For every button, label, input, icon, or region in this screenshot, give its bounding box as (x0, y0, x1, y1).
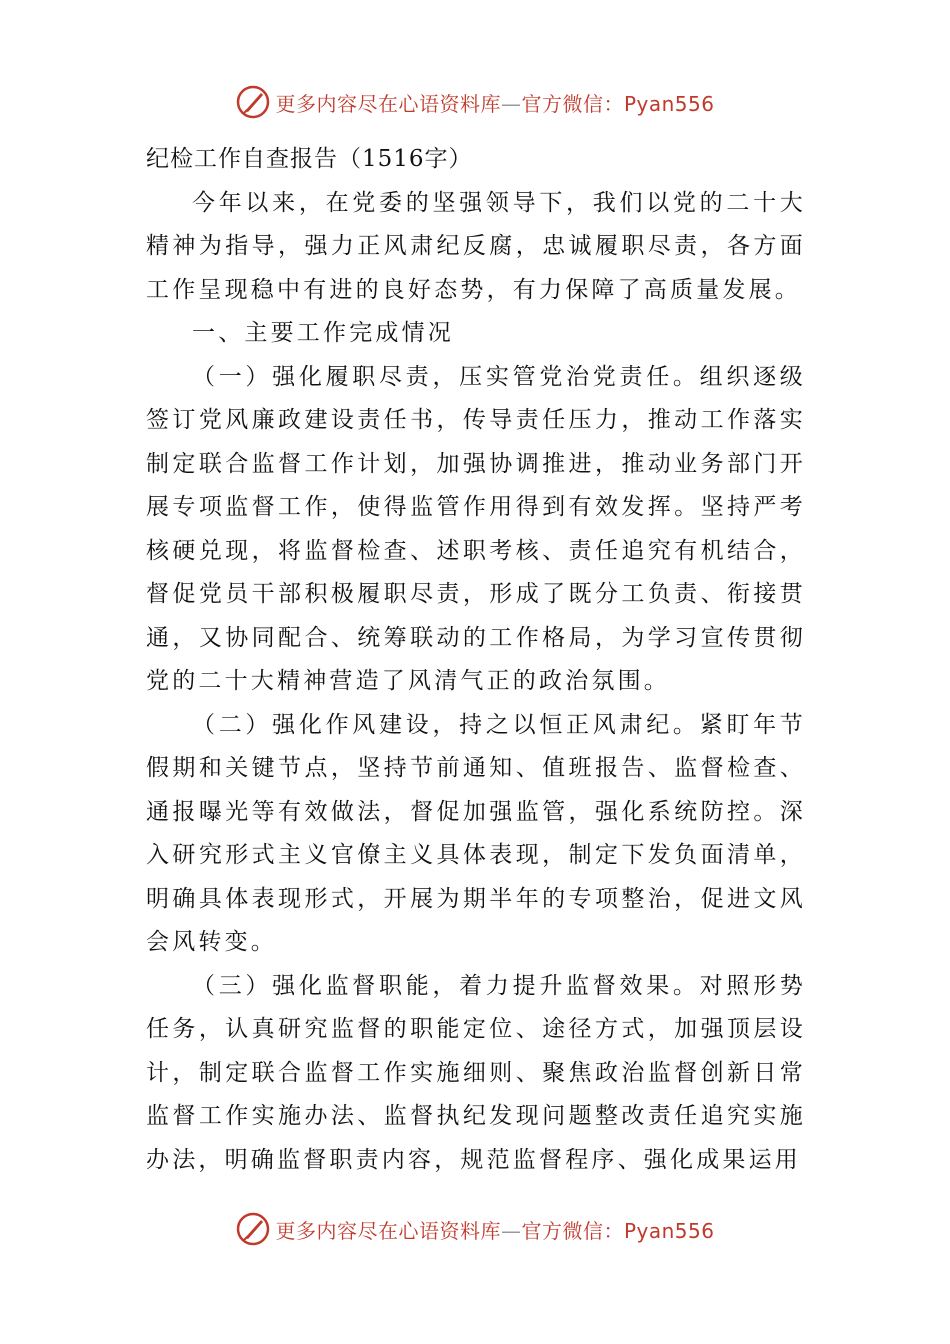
banner-main-text: 更多内容尽在心语资料库 (275, 91, 501, 116)
intro-paragraph: 今年以来，在党委的坚强领导下，我们以党的二十大精神为指导，强力正风肃纪反腐，忠诚履职尽责，各方面工作呈现稳中有进的良好态势，有力保障了高质量发展。 (146, 189, 806, 303)
quill-logo-icon (235, 84, 271, 120)
quill-logo-icon (235, 1211, 271, 1247)
header-banner (0, 82, 950, 122)
section-heading: 一、主要工作完成情况 (192, 320, 454, 346)
banner-text (275, 88, 714, 117)
document-body (146, 138, 806, 1182)
banner-separator: — (500, 91, 522, 116)
banner-contact-text: 官方微信：Pyan556 (521, 1218, 715, 1243)
paragraph-3: （三）强化监督职能，着力提升监督效果。对照形势任务，认真研究监督的职能定位、途径方式，加强顶层设计，制定联合监督工作实施细则、聚焦政治监督创新日常监督工作实施办法、监督执纪发现问题整改责任追究实施办法，明确监督职责内容，规范监督程序、强化成果运用 (146, 972, 806, 1173)
banner-contact-text: 官方微信：Pyan556 (521, 91, 715, 116)
banner-text (275, 1215, 714, 1244)
banner-separator: — (500, 1218, 522, 1243)
paragraph-2: （二）强化作风建设，持之以恒正风肃纪。紧盯年节假期和关键节点，坚持节前通知、值班报告、监督检查、通报曝光等有效做法，督促加强监管，强化系统防控。深入研究形式主义官僚主义具体表现，制定下发负面清单，明确具体表现形式，开展为期半年的专项整治，促进文风会风转变。 (146, 711, 806, 955)
document-title: 纪检工作自查报告（1516字） (146, 146, 473, 172)
footer-banner (0, 1209, 950, 1249)
banner-main-text: 更多内容尽在心语资料库 (275, 1218, 501, 1243)
paragraph-1: （一）强化履职尽责，压实管党治党责任。组织逐级签订党风廉政建设责任书，传导责任压力，推动工作落实制定联合监督工作计划，加强协调推进，推动业务部门开展专项监督工作，使得监管作用得到有效发挥。坚持严考核硬兑现，将监督检查、述职考核、责任追究有机结合，督促党员干部积极履职尽责，形成了既分工负责、衔接贯通，又协同配合、统筹联动的工作格局，为学习宣传贯彻党的二十大精神营造了风清气正的政治氛围。 (146, 363, 806, 694)
